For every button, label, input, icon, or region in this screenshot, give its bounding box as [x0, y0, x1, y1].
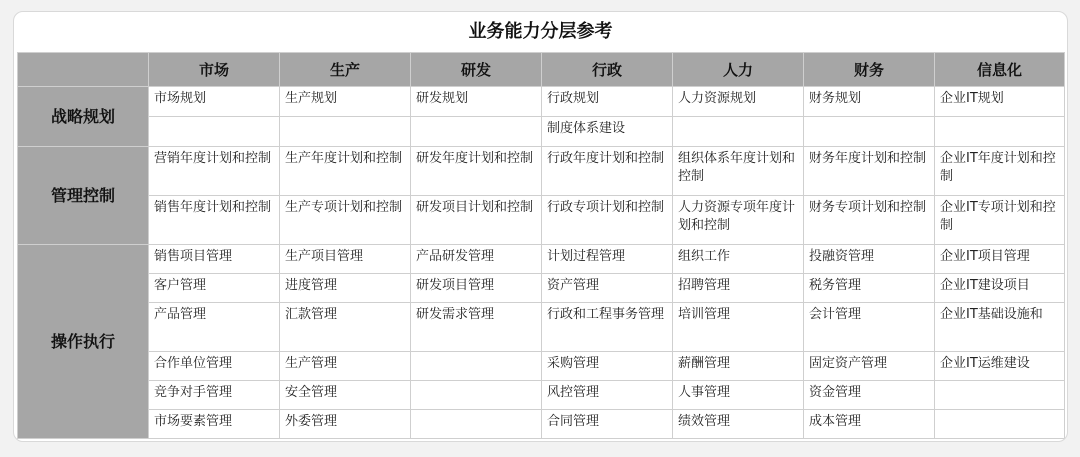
table-cell: 企业IT建设项目: [935, 274, 1065, 303]
table-cell: 销售项目管理: [149, 245, 280, 274]
table-cell: 产品管理: [149, 303, 280, 352]
table-cell: 税务管理: [804, 274, 935, 303]
capability-card: [13, 11, 1068, 442]
table-cell: 市场要素管理: [149, 410, 280, 439]
table-cell: [935, 117, 1065, 147]
header-production: 生产: [280, 53, 411, 87]
table-cell: 营销年度计划和控制: [149, 147, 280, 196]
table-cell: [411, 352, 542, 381]
table-cell: [935, 381, 1065, 410]
table-cell: 生产项目管理: [280, 245, 411, 274]
table-cell: 绩效管理: [673, 410, 804, 439]
table-cell: 研发规划: [411, 87, 542, 117]
table-cell: 行政专项计划和控制: [542, 196, 673, 245]
capability-table: [17, 52, 1065, 439]
table-cell: 安全管理: [280, 381, 411, 410]
table-cell: 销售年度计划和控制: [149, 196, 280, 245]
table-cell: 组织工作: [673, 245, 804, 274]
table-cell: 财务规划: [804, 87, 935, 117]
header-finance: 财务: [804, 53, 935, 87]
header-rd: 研发: [411, 53, 542, 87]
table-cell: 竞争对手管理: [149, 381, 280, 410]
table-cell: [411, 381, 542, 410]
table-cell: 汇款管理: [280, 303, 411, 352]
table-cell: 采购管理: [542, 352, 673, 381]
table-cell: 市场规划: [149, 87, 280, 117]
table-cell: 生产专项计划和控制: [280, 196, 411, 245]
layer-operation: 操作执行: [18, 245, 149, 439]
table-row: [18, 117, 1065, 147]
table-cell: 企业IT运维建设: [935, 352, 1065, 381]
table-row: [18, 410, 1065, 439]
table-cell: 行政和工程事务管理: [542, 303, 673, 352]
table-cell: 投融资管理: [804, 245, 935, 274]
layer-management: 管理控制: [18, 147, 149, 245]
header-row: [18, 53, 1065, 87]
table-title: 业务能力分层参考: [468, 21, 613, 42]
table-cell: 资产管理: [542, 274, 673, 303]
table-cell: 财务年度计划和控制: [804, 147, 935, 196]
table-cell: [411, 410, 542, 439]
table-cell: [935, 410, 1065, 439]
table-cell: 组织体系年度计划和控制: [673, 147, 804, 196]
table-cell: [804, 117, 935, 147]
table-cell: 培训管理: [673, 303, 804, 352]
table-row: [18, 245, 1065, 274]
table-cell: [149, 117, 280, 147]
table-cell: 企业IT规划: [935, 87, 1065, 117]
table-cell: 研发项目管理: [411, 274, 542, 303]
table-row: [18, 303, 1065, 352]
table-row: [18, 147, 1065, 196]
table-cell: [411, 117, 542, 147]
table-cell: 企业IT年度计划和控制: [935, 147, 1065, 196]
table-cell: 生产年度计划和控制: [280, 147, 411, 196]
table-cell: 制度体系建设: [542, 117, 673, 147]
table-cell: 人事管理: [673, 381, 804, 410]
table-cell: 会计管理: [804, 303, 935, 352]
table-cell: 生产管理: [280, 352, 411, 381]
header-corner: [18, 53, 149, 87]
table-row: [18, 87, 1065, 117]
header-admin: 行政: [542, 53, 673, 87]
table-cell: 客户管理: [149, 274, 280, 303]
table-cell: 成本管理: [804, 410, 935, 439]
table-cell: 计划过程管理: [542, 245, 673, 274]
table-cell: 外委管理: [280, 410, 411, 439]
table-cell: 薪酬管理: [673, 352, 804, 381]
table-cell: [280, 117, 411, 147]
table-cell: 招聘管理: [673, 274, 804, 303]
table-cell: 合同管理: [542, 410, 673, 439]
table-cell: 固定资产管理: [804, 352, 935, 381]
layer-strategy: 战略规划: [18, 87, 149, 147]
table-cell: 资金管理: [804, 381, 935, 410]
table-cell: 研发项目计划和控制: [411, 196, 542, 245]
table-cell: 财务专项计划和控制: [804, 196, 935, 245]
table-cell: 企业IT基础设施和: [935, 303, 1065, 352]
table-cell: 风控管理: [542, 381, 673, 410]
table-cell: 行政年度计划和控制: [542, 147, 673, 196]
table-cell: 研发年度计划和控制: [411, 147, 542, 196]
table-cell: 生产规划: [280, 87, 411, 117]
table-cell: 合作单位管理: [149, 352, 280, 381]
table-cell: [673, 117, 804, 147]
table-row: [18, 381, 1065, 410]
table-cell: 行政规划: [542, 87, 673, 117]
header-market: 市场: [149, 53, 280, 87]
table-row: [18, 352, 1065, 381]
table-cell: 进度管理: [280, 274, 411, 303]
table-row: [18, 274, 1065, 303]
table-cell: 人力资源专项年度计划和控制: [673, 196, 804, 245]
table-cell: 研发需求管理: [411, 303, 542, 352]
table-cell: 人力资源规划: [673, 87, 804, 117]
table-cell: 企业IT专项计划和控制: [935, 196, 1065, 245]
table-cell: 产品研发管理: [411, 245, 542, 274]
table-cell: 企业IT项目管理: [935, 245, 1065, 274]
header-it: 信息化: [935, 53, 1065, 87]
header-hr: 人力: [673, 53, 804, 87]
table-row: [18, 196, 1065, 245]
